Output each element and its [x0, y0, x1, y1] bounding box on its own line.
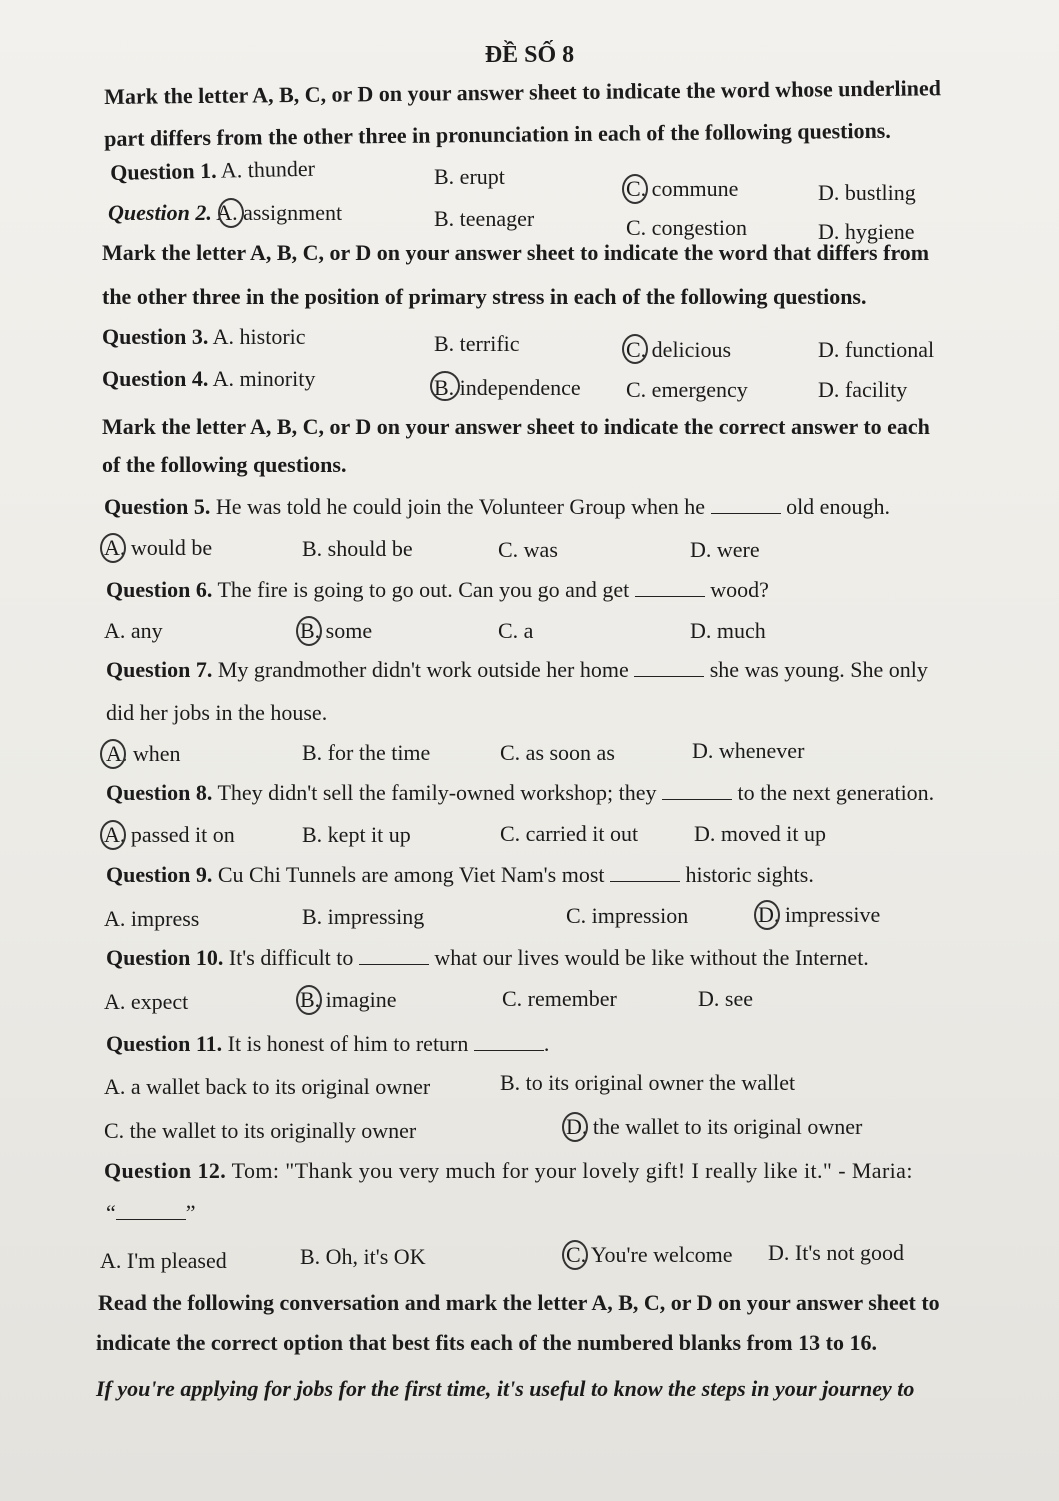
question-3-option-d: D. functional: [818, 337, 935, 362]
answer-circle-q2: [218, 198, 244, 228]
question-5-stem: He was told he could join the Volunteer Group when he: [215, 494, 706, 519]
question-7-tail: she was young. She only: [709, 657, 928, 682]
question-11-option-b: B. to its original owner the wallet: [500, 1070, 796, 1095]
question-10-blank: [359, 946, 429, 965]
question-11-option-d: D. the wallet to its original owner: [566, 1114, 863, 1139]
question-12-number: Question 12.: [104, 1158, 227, 1183]
section-1-instruction: [104, 75, 1004, 110]
question-7-option-c: C. as soon as: [500, 740, 615, 765]
question-2-option-c: C. congestion: [626, 215, 747, 240]
question-12-option-a: A. I'm pleased: [100, 1248, 227, 1273]
question-12-blank: [116, 1201, 186, 1220]
question-1-option-c: C. commune: [626, 176, 739, 201]
section-1-line-1: Mark the letter A, B, C, or D on your answer sheet to indicate the word whose underlined: [104, 75, 942, 109]
question-7: [106, 657, 928, 683]
question-7-option-b: B. for the time: [302, 740, 431, 765]
answer-circle-q8: [100, 820, 126, 850]
question-8: [106, 780, 934, 806]
question-6-option-b: B. some: [300, 618, 373, 643]
question-10-option-c: C. remember: [502, 986, 617, 1011]
open-quote: “: [106, 1200, 116, 1225]
question-5-tail: old enough.: [786, 494, 890, 519]
question-12-option-b: B. Oh, it's OK: [300, 1244, 426, 1269]
question-3-option-b: B. terrific: [434, 331, 520, 356]
question-6-number: Question 6.: [106, 577, 213, 602]
question-5-option-b: B. should be: [302, 536, 413, 561]
question-12-option-d: D. It's not good: [768, 1240, 904, 1265]
section-4-line-1: Read the following conversation and mark the letter A, B, C, or D on your answer sheet to: [98, 1290, 940, 1315]
question-9-stem: Cu Chi Tunnels are among Viet Nam's most: [217, 862, 605, 887]
question-7-option-d: D. whenever: [692, 738, 805, 763]
question-1-option-b: B. erupt: [434, 164, 505, 189]
question-9: [106, 862, 814, 888]
question-5-number: Question 5.: [104, 494, 211, 519]
question-5: [104, 494, 890, 520]
close-quote: ”: [185, 1200, 196, 1225]
question-7-option-a: A. when: [106, 741, 181, 766]
question-4-option-b: B. independence: [434, 375, 581, 400]
question-5-option-c: C. was: [498, 537, 558, 562]
question-2-option-a: A. assignment: [216, 200, 343, 225]
question-3: [102, 324, 306, 350]
question-8-blank: [662, 781, 732, 800]
question-8-option-a: A. passed it on: [104, 822, 235, 847]
question-10: [106, 945, 869, 971]
section-3-line-1: Mark the letter A, B, C, or D on your answer sheet to indicate the correct answer to each: [102, 414, 930, 439]
question-11-option-a: A. a wallet back to its original owner: [104, 1074, 431, 1099]
question-12-stem: Tom: "Thank you very much for your lovely gift! I really like it." - Maria:: [231, 1158, 913, 1183]
question-1-option-d: D. bustling: [818, 180, 916, 205]
answer-circle-q7: [100, 739, 126, 769]
question-4-option-c: C. emergency: [626, 377, 748, 402]
section-2-line-1: Mark the letter A, B, C, or D on your answer sheet to indicate the word that differs from: [102, 240, 930, 265]
question-11-tail: .: [543, 1031, 550, 1056]
question-9-blank: [610, 863, 680, 882]
question-10-tail: what our lives would be like without the Internet.: [434, 945, 869, 970]
question-11-stem: It is honest of him to return: [227, 1031, 469, 1056]
question-4-option-d: D. facility: [818, 377, 908, 402]
answer-circle-q12: [562, 1240, 588, 1270]
question-6: [106, 577, 769, 603]
question-3-number: Question 3.: [102, 324, 209, 349]
question-12-answer-line: [106, 1200, 196, 1226]
passage-intro: If you're applying for jobs for the first time, it's useful to know the steps in your journey to: [96, 1376, 915, 1401]
question-12: [104, 1158, 913, 1184]
question-2-option-d: D. hygiene: [818, 219, 915, 244]
question-7-blank: [634, 658, 704, 677]
answer-circle-q1: [622, 174, 648, 204]
answer-circle-q4: [430, 371, 460, 401]
question-6-option-d: D. much: [690, 618, 766, 643]
question-7-continuation: did her jobs in the house.: [106, 700, 328, 725]
question-3-option-a: A. historic: [212, 324, 306, 349]
question-11-number: Question 11.: [106, 1031, 223, 1056]
question-2-number: Question 2.: [108, 200, 212, 225]
question-4-number: Question 4.: [102, 366, 209, 391]
question-9-tail: historic sights.: [685, 862, 814, 887]
section-1-instruction-cont: [104, 117, 1004, 152]
question-11-option-c: C. the wallet to its originally owner: [104, 1118, 417, 1143]
question-12-option-c: C. You're welcome: [566, 1242, 733, 1267]
answer-circle-q10: [296, 985, 322, 1015]
question-8-number: Question 8.: [106, 780, 213, 805]
section-1-line-2: part differs from the other three in pronunciation in each of the following questions.: [104, 117, 891, 151]
question-5-option-d: D. were: [690, 537, 760, 562]
question-8-tail: to the next generation.: [737, 780, 935, 805]
question-9-option-a: A. impress: [104, 906, 200, 931]
answer-circle-q3: [622, 334, 648, 364]
question-8-option-c: C. carried it out: [500, 821, 639, 846]
answer-circle-q11: [562, 1112, 588, 1142]
question-9-option-b: B. impressing: [302, 904, 425, 929]
question-8-option-b: B. kept it up: [302, 822, 411, 847]
answer-circle-q9: [754, 900, 780, 930]
question-6-option-a: A. any: [104, 618, 163, 643]
question-11: [106, 1031, 549, 1057]
question-4: [102, 366, 315, 392]
question-1-option-a: A. thunder: [220, 155, 316, 183]
question-11-blank: [474, 1032, 544, 1051]
section-3-line-2: of the following questions.: [102, 452, 347, 477]
answer-circle-q6: [296, 616, 322, 646]
answer-circle-q5: [100, 533, 126, 563]
question-5-option-a: A. would be: [104, 535, 213, 560]
question-10-number: Question 10.: [106, 945, 224, 970]
question-6-stem: The fire is going to go out. Can you go and get: [217, 577, 630, 602]
question-8-option-d: D. moved it up: [694, 821, 826, 846]
question-6-tail: wood?: [710, 577, 769, 602]
section-2-line-2: the other three in the position of primary stress in each of the following questions.: [102, 284, 867, 309]
question-10-stem: It's difficult to: [228, 945, 354, 970]
question-2-option-b: B. teenager: [434, 206, 535, 231]
section-4-line-2: indicate the correct option that best fits each of the numbered blanks from 13 to 16.: [96, 1330, 877, 1355]
question-10-option-a: A. expect: [104, 989, 189, 1014]
question-3-option-c: C. delicious: [626, 337, 732, 362]
question-10-option-b: B. imagine: [300, 987, 397, 1012]
question-1-number: Question 1.: [110, 157, 217, 185]
question-6-option-c: C. a: [498, 618, 534, 643]
question-9-number: Question 9.: [106, 862, 213, 887]
question-1: [110, 156, 315, 186]
question-6-blank: [635, 578, 705, 597]
question-9-option-d: D. impressive: [758, 902, 881, 927]
question-7-stem: My grandmother didn't work outside her home: [217, 657, 629, 682]
question-10-option-d: D. see: [698, 986, 753, 1011]
question-9-option-c: C. impression: [566, 903, 689, 928]
question-7-number: Question 7.: [106, 657, 213, 682]
question-4-option-a: A. minority: [212, 366, 316, 391]
question-5-blank: [711, 495, 781, 514]
page-title: ĐỀ SỐ 8: [484, 42, 575, 68]
question-8-stem: They didn't sell the family-owned workshop; they: [217, 780, 657, 805]
